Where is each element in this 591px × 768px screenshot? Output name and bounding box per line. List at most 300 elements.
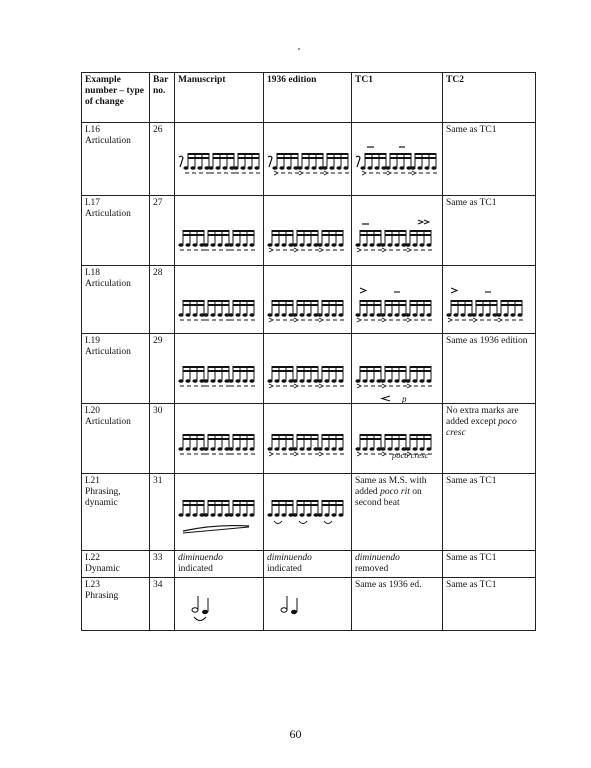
page-number: 60: [289, 727, 302, 741]
beam: [297, 300, 318, 302]
tc2-cell: Same as 1936 edition: [443, 334, 536, 404]
manuscript-notation: [175, 404, 264, 474]
notehead: [385, 166, 390, 170]
notehead: [419, 313, 424, 317]
example-number: I.19: [85, 336, 101, 346]
beam: [233, 370, 254, 372]
beam: [183, 438, 204, 440]
notehead: [272, 166, 277, 170]
beam: [451, 304, 472, 306]
example-cell: [82, 551, 150, 578]
header-1936: 1936 edition: [264, 73, 352, 123]
notehead: [306, 379, 311, 383]
accent-mark: [274, 171, 278, 175]
music-notation: [264, 404, 351, 473]
notehead: [185, 243, 190, 247]
accent-mark: [357, 384, 361, 388]
notehead: [235, 513, 240, 517]
header-example: Example number – type of change: [82, 73, 150, 123]
notehead: [460, 313, 465, 317]
notehead: [471, 313, 476, 317]
notehead: [426, 379, 431, 383]
beam: [297, 434, 318, 436]
beam: [302, 153, 323, 155]
example-number: I.23: [85, 580, 101, 590]
beam: [183, 370, 204, 372]
notehead: [338, 243, 343, 247]
notehead: [394, 379, 399, 383]
beam: [233, 500, 254, 502]
beam: [476, 304, 497, 306]
beam: [322, 300, 343, 302]
beam: [272, 500, 293, 502]
notehead: [324, 447, 329, 451]
edition-1936-text: indicated: [267, 564, 302, 574]
notehead: [355, 447, 360, 451]
dynamic-mark: p: [402, 394, 407, 403]
notehead: [338, 513, 343, 517]
notehead: [228, 243, 233, 247]
tc2-cell: Same as TC1: [443, 123, 536, 196]
table-row: [82, 551, 536, 578]
accent-mark: [362, 171, 366, 175]
beam: [360, 304, 381, 306]
accent-mark: [382, 248, 386, 252]
accent-mark: [382, 318, 386, 322]
edition-1936-notation: [264, 578, 352, 631]
notehead: [405, 313, 410, 317]
music-notation: [352, 334, 442, 403]
beam: [238, 157, 259, 159]
beam: [272, 438, 293, 440]
beam: [385, 438, 406, 440]
notehead: [369, 313, 374, 317]
table-row: [82, 404, 536, 474]
beam: [322, 234, 343, 236]
beam: [410, 300, 431, 302]
beam: [385, 300, 406, 302]
notehead: [412, 243, 417, 247]
bar-cell: 28: [150, 266, 175, 334]
accent-mark: [407, 318, 411, 322]
beam: [188, 153, 209, 155]
notehead: [281, 447, 286, 451]
notehead: [311, 166, 316, 170]
music-notation: [352, 123, 442, 195]
beam: [415, 153, 436, 155]
tc1-notation: [352, 404, 443, 474]
table-row: [82, 334, 536, 404]
notehead: [228, 513, 233, 517]
notehead: [242, 243, 247, 247]
notehead: [192, 379, 197, 383]
example-cell: [82, 266, 150, 334]
notehead: [267, 313, 272, 317]
manuscript-notation: [175, 123, 264, 196]
beam: [410, 230, 431, 232]
beam: [297, 438, 318, 440]
beam: [451, 300, 472, 302]
accent-mark: [294, 248, 298, 252]
notehead: [267, 513, 272, 517]
half-notehead: [281, 608, 287, 612]
half-quarter-notation: [175, 578, 263, 630]
notehead: [405, 379, 410, 383]
notehead: [343, 166, 348, 170]
tc1-notation: [352, 266, 443, 334]
accent-mark: [407, 248, 411, 252]
notehead: [203, 513, 208, 517]
notehead: [267, 243, 272, 247]
beam: [385, 366, 406, 368]
beam: [410, 366, 431, 368]
beam: [365, 157, 386, 159]
accent-mark: [357, 248, 361, 252]
beam: [297, 504, 318, 506]
beam: [233, 300, 254, 302]
notehead: [185, 447, 190, 451]
beam: [415, 157, 436, 159]
notehead: [317, 243, 322, 247]
notehead: [324, 313, 329, 317]
notehead: [374, 166, 379, 170]
notehead: [217, 513, 222, 517]
edition-1936-notation: [264, 404, 352, 474]
notehead: [242, 513, 247, 517]
notehead: [387, 313, 392, 317]
music-notation: [175, 334, 263, 403]
notehead: [274, 243, 279, 247]
notehead: [496, 313, 501, 317]
notehead: [249, 379, 254, 383]
beam: [208, 504, 229, 506]
beam: [327, 157, 348, 159]
notehead: [324, 513, 329, 517]
comparison-table: [81, 72, 536, 631]
accent-mark: [382, 452, 386, 456]
notehead: [380, 313, 385, 317]
beam: [410, 438, 431, 440]
notehead: [362, 447, 367, 451]
notehead: [399, 166, 404, 170]
notehead: [503, 313, 508, 317]
beam: [233, 438, 254, 440]
notehead: [306, 513, 311, 517]
crescendo-hairpin: [382, 396, 390, 401]
quarter-notehead: [202, 610, 208, 614]
notehead: [292, 379, 297, 383]
notehead: [185, 313, 190, 317]
beam: [233, 230, 254, 232]
notehead: [281, 243, 286, 247]
notehead: [426, 313, 431, 317]
music-notation: [264, 266, 351, 333]
beam: [272, 504, 293, 506]
beam: [476, 300, 497, 302]
beam: [183, 434, 204, 436]
beam: [385, 434, 406, 436]
notehead: [249, 513, 254, 517]
notehead: [405, 243, 410, 247]
change-type: Articulation: [85, 209, 131, 219]
notehead: [240, 166, 245, 170]
change-type: Phrasing: [85, 591, 119, 601]
tc2-cell: Same as TC1: [443, 196, 536, 266]
tc1-notation: [352, 196, 443, 266]
music-notation: [264, 196, 351, 265]
beam: [297, 304, 318, 306]
beam: [297, 500, 318, 502]
slur-mark: [274, 521, 282, 524]
notehead: [355, 313, 360, 317]
edition-1936-notation: [264, 474, 352, 551]
tc2-cell: Same as TC1: [443, 578, 536, 631]
slur-mark: [299, 521, 307, 524]
notehead: [210, 379, 215, 383]
beam: [327, 153, 348, 155]
beam: [233, 234, 254, 236]
notehead: [297, 166, 302, 170]
notehead: [292, 243, 297, 247]
tc1-notation: [352, 334, 443, 404]
header-tc1: TC1: [352, 73, 443, 123]
beam: [208, 304, 229, 306]
notehead: [281, 379, 286, 383]
beam: [410, 434, 431, 436]
table-row: [82, 196, 536, 266]
accent-mark: [319, 452, 323, 456]
accent-mark: [324, 171, 328, 175]
notehead: [304, 166, 309, 170]
notehead: [185, 379, 190, 383]
beam: [208, 434, 229, 436]
notehead: [336, 166, 341, 170]
beam: [183, 500, 204, 502]
notehead: [286, 166, 291, 170]
notehead: [387, 379, 392, 383]
music-notation: [175, 266, 263, 333]
notehead: [306, 243, 311, 247]
music-notation: [175, 123, 263, 195]
table-row: [82, 474, 536, 551]
accent-mark: [294, 318, 298, 322]
beam: [385, 370, 406, 372]
accent-mark: [498, 318, 502, 322]
notehead: [306, 447, 311, 451]
notehead: [338, 313, 343, 317]
beam: [297, 230, 318, 232]
notehead: [424, 166, 429, 170]
accent-mark: [269, 384, 273, 388]
header-row: [82, 73, 536, 123]
notehead: [292, 513, 297, 517]
notehead: [299, 313, 304, 317]
bar-cell: 26: [150, 123, 175, 196]
beam: [208, 370, 229, 372]
notehead: [417, 166, 422, 170]
example-cell: [82, 404, 150, 474]
notehead: [392, 166, 397, 170]
notehead: [299, 243, 304, 247]
tc1-cell: [352, 474, 443, 551]
rest-symbol: [268, 156, 272, 167]
beam: [322, 434, 343, 436]
notehead: [267, 447, 272, 451]
beam: [365, 153, 386, 155]
beam: [410, 370, 431, 372]
music-notation: [175, 474, 263, 550]
beam: [360, 234, 381, 236]
notehead: [394, 313, 399, 317]
beam: [410, 234, 431, 236]
beam: [183, 304, 204, 306]
notehead: [249, 447, 254, 451]
example-number: I.18: [85, 268, 101, 278]
notehead: [317, 313, 322, 317]
accent-mark: [269, 318, 273, 322]
accent-mark: [418, 220, 423, 224]
beam: [208, 234, 229, 236]
music-notation: [443, 266, 535, 333]
notehead: [274, 513, 279, 517]
example-cell: [82, 474, 150, 551]
music-notation: [175, 196, 263, 265]
beam: [297, 370, 318, 372]
beam: [213, 157, 234, 159]
notehead: [254, 166, 259, 170]
tc1-italic: diminuendo: [355, 553, 400, 563]
notehead: [228, 447, 233, 451]
edition-1936-notation: [264, 196, 352, 266]
notehead: [247, 166, 252, 170]
change-type: Articulation: [85, 279, 131, 289]
rest-symbol: [356, 156, 360, 167]
example-cell: [82, 123, 150, 196]
beam: [390, 157, 411, 159]
beam: [322, 304, 343, 306]
manuscript-notation: [175, 334, 264, 404]
notehead: [208, 166, 213, 170]
quarter-notehead: [291, 610, 297, 614]
tc2-notation: [443, 266, 536, 334]
notehead: [217, 243, 222, 247]
half-quarter-notation: [264, 578, 351, 630]
beam: [385, 230, 406, 232]
notehead: [203, 379, 208, 383]
beam: [208, 438, 229, 440]
beam: [272, 304, 293, 306]
beam: [360, 230, 381, 232]
beam: [208, 366, 229, 368]
music-notation: [264, 334, 351, 403]
notehead: [412, 379, 417, 383]
tc1-notation: [352, 123, 443, 196]
notehead: [331, 447, 336, 451]
scan-speck: [298, 48, 300, 50]
notehead: [178, 243, 183, 247]
accent-mark: [294, 384, 298, 388]
notehead: [233, 166, 238, 170]
beam: [183, 504, 204, 506]
beam: [322, 504, 343, 506]
beam: [360, 438, 381, 440]
notehead: [431, 166, 436, 170]
bar-cell: 27: [150, 196, 175, 266]
notehead: [281, 313, 286, 317]
notehead: [338, 447, 343, 451]
rest-symbol: [179, 156, 183, 167]
notehead: [331, 513, 336, 517]
manuscript-text: indicated: [178, 564, 213, 574]
change-type: Dynamic: [85, 564, 120, 574]
beam: [360, 366, 381, 368]
accent-mark: [319, 384, 323, 388]
table-row: [82, 123, 536, 196]
notehead: [299, 447, 304, 451]
beam: [272, 366, 293, 368]
notehead: [203, 447, 208, 451]
slur-mark: [194, 617, 206, 621]
notehead: [324, 379, 329, 383]
notehead: [322, 166, 327, 170]
beam: [233, 366, 254, 368]
tc1-after: on second beat: [355, 487, 422, 508]
example-cell: [82, 334, 150, 404]
accent-mark: [269, 248, 273, 252]
example-number: I.22: [85, 553, 101, 563]
music-notation: [264, 123, 351, 195]
notehead: [426, 243, 431, 247]
notehead: [210, 243, 215, 247]
example-cell: [82, 578, 150, 631]
notehead: [249, 243, 254, 247]
beam: [322, 366, 343, 368]
notehead: [242, 447, 247, 451]
beam: [233, 504, 254, 506]
notehead: [242, 379, 247, 383]
notehead: [217, 313, 222, 317]
notehead: [190, 166, 195, 170]
notehead: [203, 243, 208, 247]
notehead: [517, 313, 522, 317]
tc2-italic: poco cresc: [446, 417, 517, 438]
accent-mark: [269, 452, 273, 456]
notehead: [217, 379, 222, 383]
slur-mark: [324, 521, 332, 524]
beam: [360, 434, 381, 436]
notehead: [292, 447, 297, 451]
beam: [385, 304, 406, 306]
notehead: [210, 313, 215, 317]
accent-mark: [448, 318, 452, 322]
notehead: [369, 379, 374, 383]
notehead: [210, 513, 215, 517]
notehead: [453, 313, 458, 317]
beam: [385, 234, 406, 236]
beam: [322, 438, 343, 440]
edition-1936-cell: [264, 551, 352, 578]
notehead: [217, 447, 222, 451]
beam: [322, 500, 343, 502]
notehead: [324, 243, 329, 247]
beam: [360, 300, 381, 302]
beam: [501, 300, 522, 302]
music-notation: [352, 404, 442, 473]
beam: [272, 434, 293, 436]
tc1-text: Same as M.S. with added: [355, 476, 427, 497]
tc2-cell: Same as TC1: [443, 474, 536, 551]
manuscript-notation: [175, 578, 264, 631]
